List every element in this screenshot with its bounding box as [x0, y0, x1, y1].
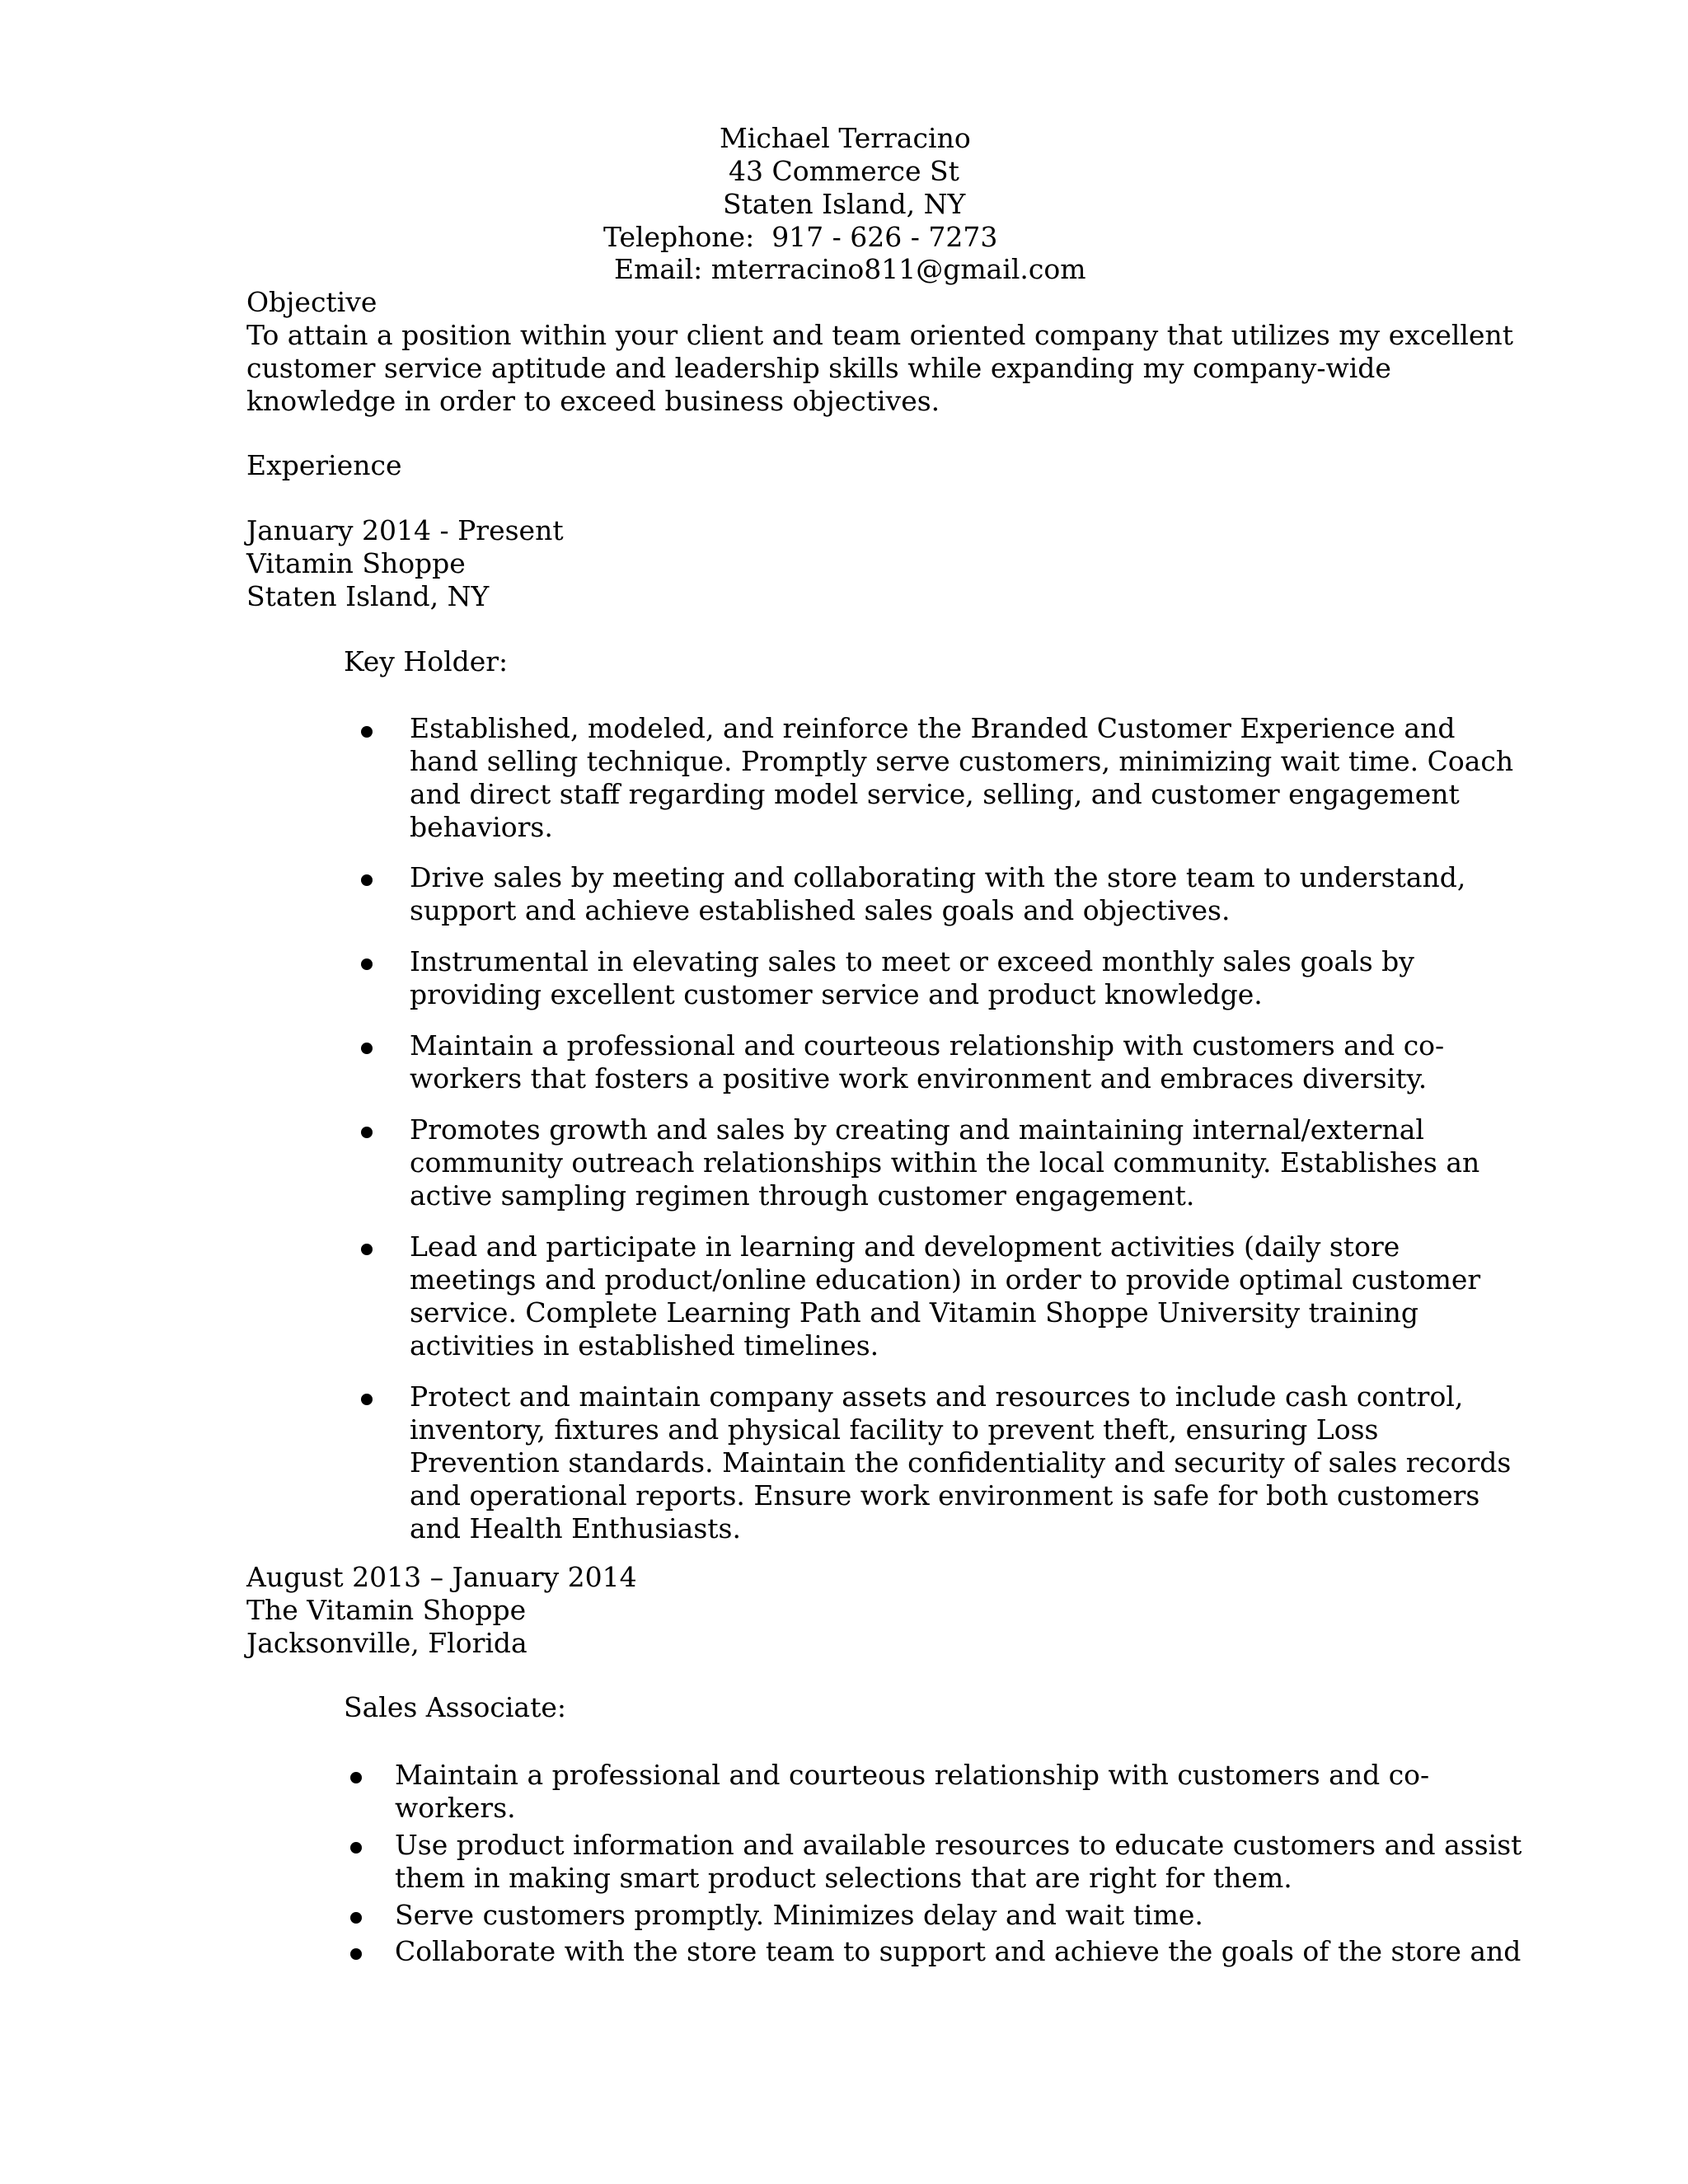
bullet-line: them in making smart product selections that are right for them. [395, 1862, 1292, 1894]
bullet-line: Serve customers promptly. Minimizes delay and wait time. [395, 1899, 1203, 1931]
bullet-line: Prevention standards. Maintain the confidentiality and security of sales records [410, 1446, 1512, 1479]
bullet-icon [350, 1948, 362, 1960]
bullet-line: and operational reports. Ensure work environment is safe for both customers [410, 1479, 1480, 1511]
bullet-icon [361, 1244, 373, 1255]
bullet-icon [361, 726, 373, 738]
bullet-item [395, 1759, 1429, 1825]
bullet-line: Use product information and available resources to educate customers and assist [395, 1829, 1522, 1861]
bullet-line: inventory, fixtures and physical facility to prevent theft, ensuring Loss [410, 1413, 1379, 1446]
bullet-icon [361, 874, 373, 886]
experience-heading: Experience [246, 449, 402, 481]
bullet-line: Drive sales by meeting and collaborating with the store team to understand, [410, 861, 1466, 893]
bullet-line: and direct staff regarding model service, selling, and customer engagement [410, 778, 1460, 810]
bullet-item [410, 1113, 1479, 1212]
bullet-line: hand selling technique. Promptly serve customers, minimizing wait time. Coach [410, 745, 1514, 777]
job-dates: January 2014 - Present [246, 514, 564, 546]
bullet-line: support and achieve established sales goals and objectives. [410, 894, 1231, 926]
job-dates: August 2013 – January 2014 [246, 1561, 637, 1593]
job-details [246, 1561, 1433, 1660]
bullet-icon [361, 1394, 373, 1405]
bullet-item [395, 1829, 1522, 1895]
bullet-line: Protect and maintain company assets and resources to include cash control, [410, 1380, 1464, 1413]
bullet-line: providing excellent customer service and product knowledge. [410, 978, 1263, 1010]
telephone: Telephone: 917 - 626 - 7273 [603, 221, 998, 253]
bullet-line: Maintain a professional and courteous relationship with customers and co- [410, 1029, 1445, 1062]
bullet-icon [350, 1912, 362, 1924]
bullet-line: Promotes growth and sales by creating and maintaining internal/external [410, 1113, 1424, 1146]
bullet-line: meetings and product/online education) in order to provide optimal customer [410, 1263, 1481, 1296]
bullet-line: workers that fosters a positive work environment and embraces diversity. [410, 1062, 1428, 1094]
bullet-icon [350, 1772, 362, 1783]
bullet-item [410, 945, 1414, 1011]
bullet-line: Lead and participate in learning and development activities (daily store [410, 1230, 1400, 1263]
bullet-item [410, 1380, 1511, 1545]
job-location: Staten Island, NY [246, 580, 490, 612]
bullet-line: service. Complete Learning Path and Vitamin Shoppe University training [410, 1296, 1419, 1329]
bullet-item [395, 1935, 1521, 1968]
objective-heading: Objective [246, 286, 377, 318]
bullet-line: Maintain a professional and courteous relationship with customers and co- [395, 1759, 1430, 1791]
bullet-item [410, 1029, 1444, 1095]
bullet-item [410, 1230, 1480, 1362]
job-company: Vitamin Shoppe [246, 547, 466, 579]
bullet-item [410, 861, 1465, 927]
job-location: Jacksonville, Florida [246, 1627, 528, 1659]
bullet-line: activities in established timelines. [410, 1329, 879, 1361]
bullet-item [410, 712, 1513, 844]
bullet-line: community outreach relationships within the local community. Establishes an [410, 1146, 1480, 1179]
objective-line: customer service aptitude and leadership skills while expanding my company-wide [246, 352, 1391, 384]
job-title: Key Holder: [344, 645, 509, 677]
bullet-line: Established, modeled, and reinforce the Branded Customer Experience and [410, 712, 1456, 744]
city-state: Staten Island, NY [723, 188, 966, 220]
bullet-line: workers. [395, 1792, 516, 1824]
objective-text [246, 319, 1513, 418]
email: Email: mterracino811@gmail.com [614, 253, 1086, 285]
bullet-item [395, 1899, 1203, 1932]
objective-line: To attain a position within your client and team oriented company that utilizes my excellent [246, 319, 1513, 351]
applicant-name: Michael Terracino [720, 122, 971, 154]
job-title: Sales Associate: [344, 1691, 566, 1723]
street-address: 43 Commerce St [729, 155, 959, 187]
bullet-line: Collaborate with the store team to support and achieve the goals of the store and [395, 1935, 1522, 1967]
job-company: The Vitamin Shoppe [246, 1594, 527, 1626]
objective-line: knowledge in order to exceed business objectives. [246, 385, 940, 417]
bullet-icon [361, 958, 373, 970]
bullet-line: active sampling regimen through customer engagement. [410, 1179, 1195, 1212]
bullet-icon [361, 1043, 373, 1054]
bullet-line: Instrumental in elevating sales to meet or exceed monthly sales goals by [410, 945, 1414, 977]
bullet-line: behaviors. [410, 811, 553, 843]
bullet-icon [350, 1842, 362, 1854]
job-details [246, 514, 1433, 613]
bullet-icon [361, 1127, 373, 1138]
bullet-line: and Health Enthusiasts. [410, 1512, 741, 1544]
